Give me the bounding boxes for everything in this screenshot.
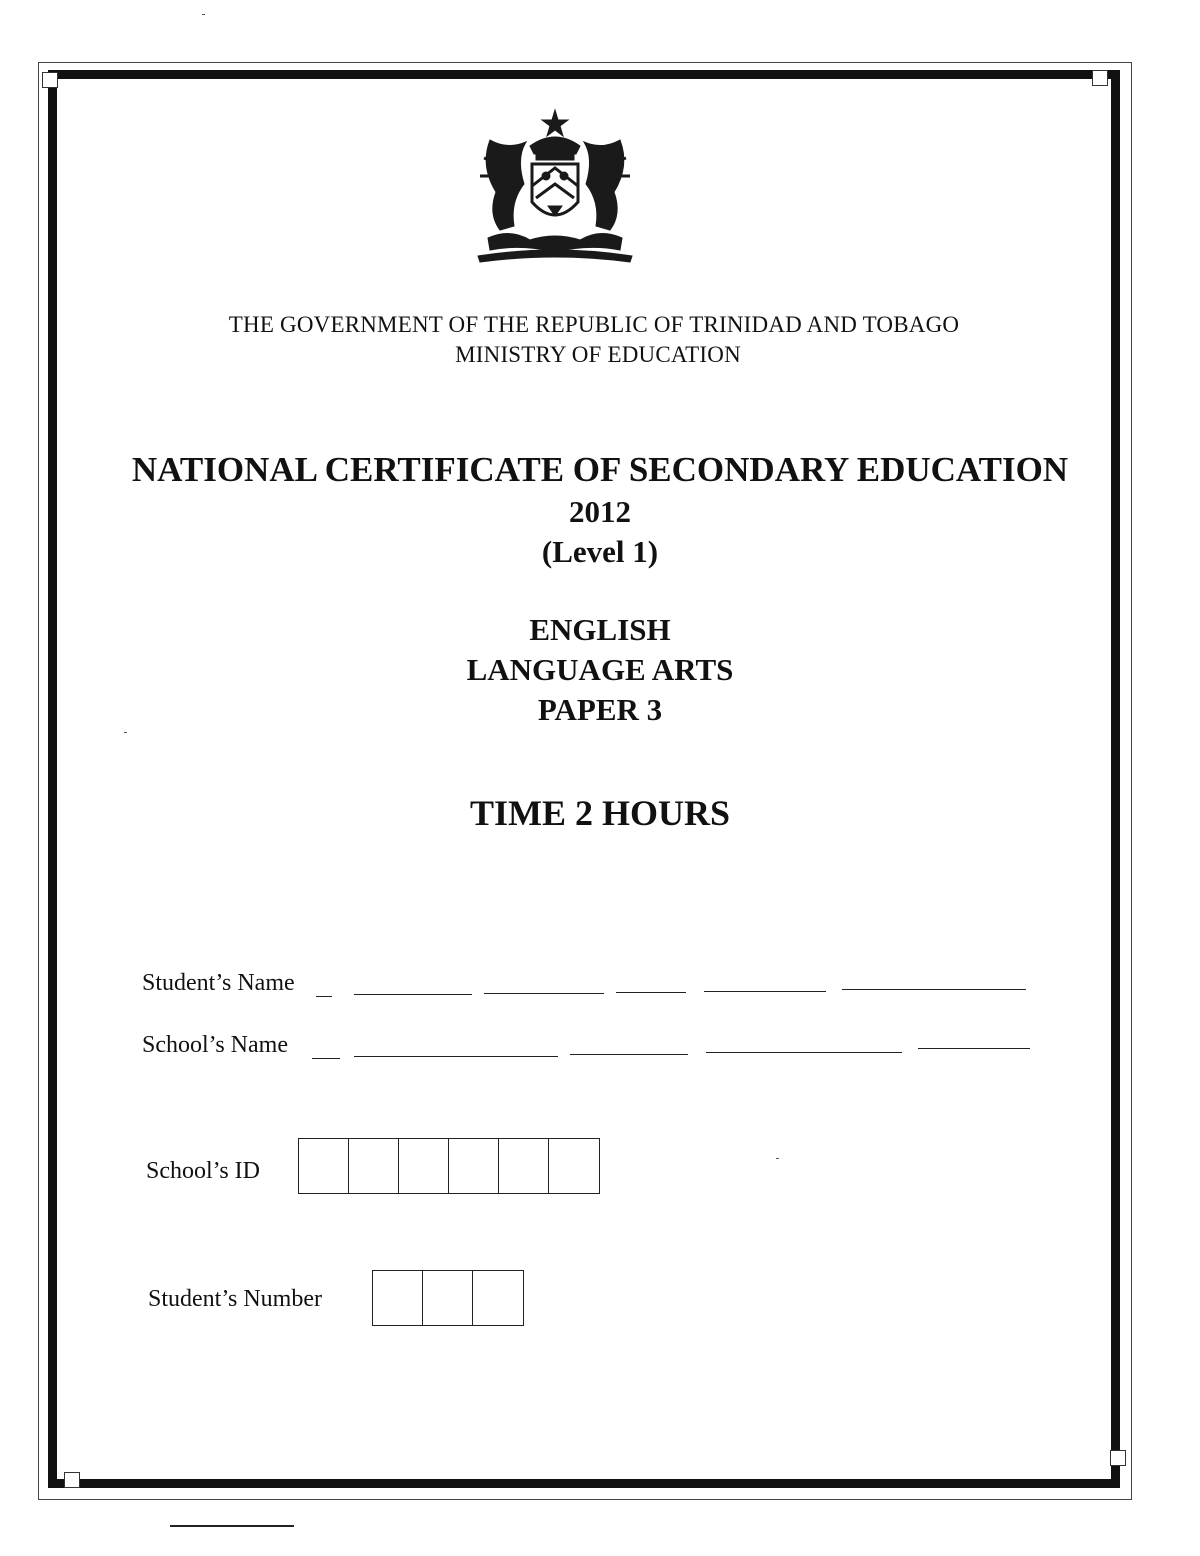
student-name-line[interactable] <box>704 991 826 992</box>
school-id-box[interactable] <box>449 1139 499 1193</box>
border-corner-top-left <box>42 72 58 88</box>
subject-line-2: LANGUAGE ARTS <box>466 652 734 687</box>
government-heading: THE GOVERNMENT OF THE REPUBLIC OF TRINIDAD AND TOBAGO <box>228 312 960 337</box>
subject-line-1: ENGLISH <box>529 612 671 647</box>
school-id-box[interactable] <box>549 1139 599 1193</box>
student-name-line[interactable] <box>316 996 332 997</box>
student-number-box[interactable] <box>373 1271 423 1325</box>
student-name-line[interactable] <box>484 993 604 994</box>
exam-title: NATIONAL CERTIFICATE OF SECONDARY EDUCATION <box>131 450 1069 489</box>
coat-of-arms-icon <box>470 106 640 266</box>
border-corner-top-right <box>1092 70 1108 86</box>
student-name-label: Student’s Name <box>142 970 295 996</box>
student-name-line[interactable] <box>616 992 686 993</box>
scan-speck <box>776 1158 779 1159</box>
school-id-box[interactable] <box>399 1139 449 1193</box>
school-id-box[interactable] <box>349 1139 399 1193</box>
school-name-line[interactable] <box>354 1056 558 1057</box>
school-name-line[interactable] <box>312 1058 340 1059</box>
footer-rule <box>170 1525 294 1527</box>
school-name-label: School’s Name <box>142 1032 288 1058</box>
school-id-box[interactable] <box>299 1139 349 1193</box>
border-corner-bottom-right <box>1110 1450 1126 1466</box>
student-name-line[interactable] <box>354 994 472 995</box>
exam-year: 2012 <box>569 494 631 529</box>
scan-speck <box>124 732 127 733</box>
school-name-line[interactable] <box>918 1048 1030 1049</box>
school-name-line[interactable] <box>570 1054 688 1055</box>
border-corner-bottom-left <box>64 1472 80 1488</box>
scan-speck <box>202 14 205 15</box>
student-number-box[interactable] <box>473 1271 523 1325</box>
student-name-line[interactable] <box>842 989 1026 990</box>
paper-number: PAPER 3 <box>537 692 663 727</box>
student-number-box[interactable] <box>423 1271 473 1325</box>
ministry-heading: MINISTRY OF EDUCATION <box>455 342 741 367</box>
page-border-thick <box>48 70 1120 1488</box>
exam-duration: TIME 2 HOURS <box>469 793 731 833</box>
school-id-boxes[interactable] <box>298 1138 600 1194</box>
school-name-line[interactable] <box>706 1052 902 1053</box>
school-id-label: School’s ID <box>146 1158 260 1184</box>
student-number-label: Student’s Number <box>148 1286 322 1312</box>
student-number-boxes[interactable] <box>372 1270 524 1326</box>
exam-level: (Level 1) <box>541 534 659 569</box>
school-id-box[interactable] <box>499 1139 549 1193</box>
